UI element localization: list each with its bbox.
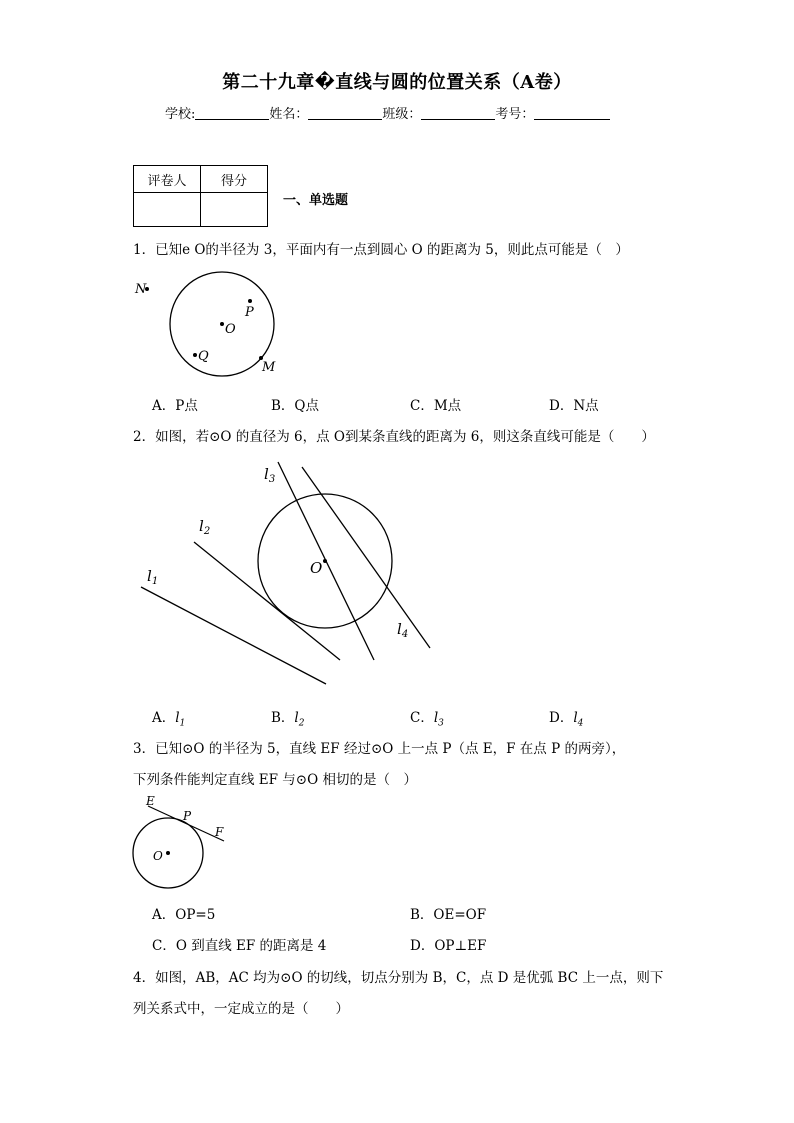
page-title: 第二十九章�直线与圆的位置关系（A卷） bbox=[222, 72, 572, 93]
q3-label-o: O bbox=[153, 849, 163, 863]
number-label: 考号： bbox=[495, 107, 535, 122]
q2-option-d[interactable]: D．$l_4$ bbox=[549, 710, 584, 729]
question-1-text: 1．已知e O的半径为 3，平面内有一点到圆心 O 的距离为 5，则此点可能是（ ） bbox=[133, 242, 629, 258]
q2-label-l2: $l_2$ bbox=[199, 517, 211, 537]
q1-label-o: O bbox=[225, 322, 236, 337]
q1-label-q: Q bbox=[198, 349, 209, 364]
q1-option-d[interactable]: D．N点 bbox=[549, 398, 599, 414]
q2-label-l3: $l_3$ bbox=[264, 465, 276, 485]
q3-label-e: E bbox=[146, 794, 155, 808]
grader-header: 评卷人 bbox=[134, 166, 201, 193]
question-4-line-1: 4．如图，AB，AC 均为⊙O 的切线，切点分别为 B，C，点 D 是优弧 BC 上一点，则下 bbox=[133, 970, 664, 986]
q1-label-p: P bbox=[245, 305, 254, 320]
q1-option-c[interactable]: C．M点 bbox=[410, 398, 462, 414]
q2-option-c[interactable]: C．$l_3$ bbox=[410, 710, 444, 729]
q1-label-n: N bbox=[135, 282, 147, 297]
q2-label-l4: $l_4$ bbox=[397, 620, 409, 640]
class-label: 班级： bbox=[382, 107, 422, 122]
q1-option-b[interactable]: B．Q点 bbox=[271, 398, 319, 414]
question-4-line-2: 列关系式中，一定成立的是（ ） bbox=[133, 1001, 349, 1017]
q3-center-o bbox=[166, 851, 170, 855]
question-3-line-2: 下列条件能判定直线 EF 与⊙O 相切的是（ ） bbox=[133, 772, 417, 788]
q3-option-d[interactable]: D．OP⊥EF bbox=[410, 938, 487, 954]
score-header: 得分 bbox=[201, 166, 268, 193]
name-label: 姓名： bbox=[269, 107, 309, 122]
school-label: 学校: bbox=[165, 107, 196, 122]
q2-option-a[interactable]: A．$l_1$ bbox=[152, 710, 186, 729]
q1-option-a[interactable]: A．P点 bbox=[152, 398, 198, 414]
question-3-line-1: 3．已知⊙O 的半径为 5，直线 EF 经过⊙O 上一点 P（点 E，F 在点 P 的两旁）， bbox=[133, 741, 626, 757]
q2-label-l1: $l_1$ bbox=[147, 567, 159, 587]
section-title: 一、单选题 bbox=[283, 193, 349, 208]
q3-option-b[interactable]: B．OE=OF bbox=[410, 907, 487, 923]
q2-label-o: O bbox=[310, 559, 323, 577]
q2-option-b[interactable]: B．$l_2$ bbox=[271, 710, 305, 729]
q3-option-c[interactable]: C．O 到直线 EF 的距离是 4 bbox=[152, 938, 327, 954]
question-2-text: 2．如图，若⊙O 的直径为 6，点 O到某条直线的距离为 6，则这条直线可能是（ ） bbox=[133, 429, 655, 445]
q1-label-m: M bbox=[262, 360, 276, 375]
q3-label-f: F bbox=[215, 825, 224, 839]
q3-label-p: P bbox=[183, 809, 192, 823]
q3-option-a[interactable]: A．OP=5 bbox=[152, 907, 216, 923]
